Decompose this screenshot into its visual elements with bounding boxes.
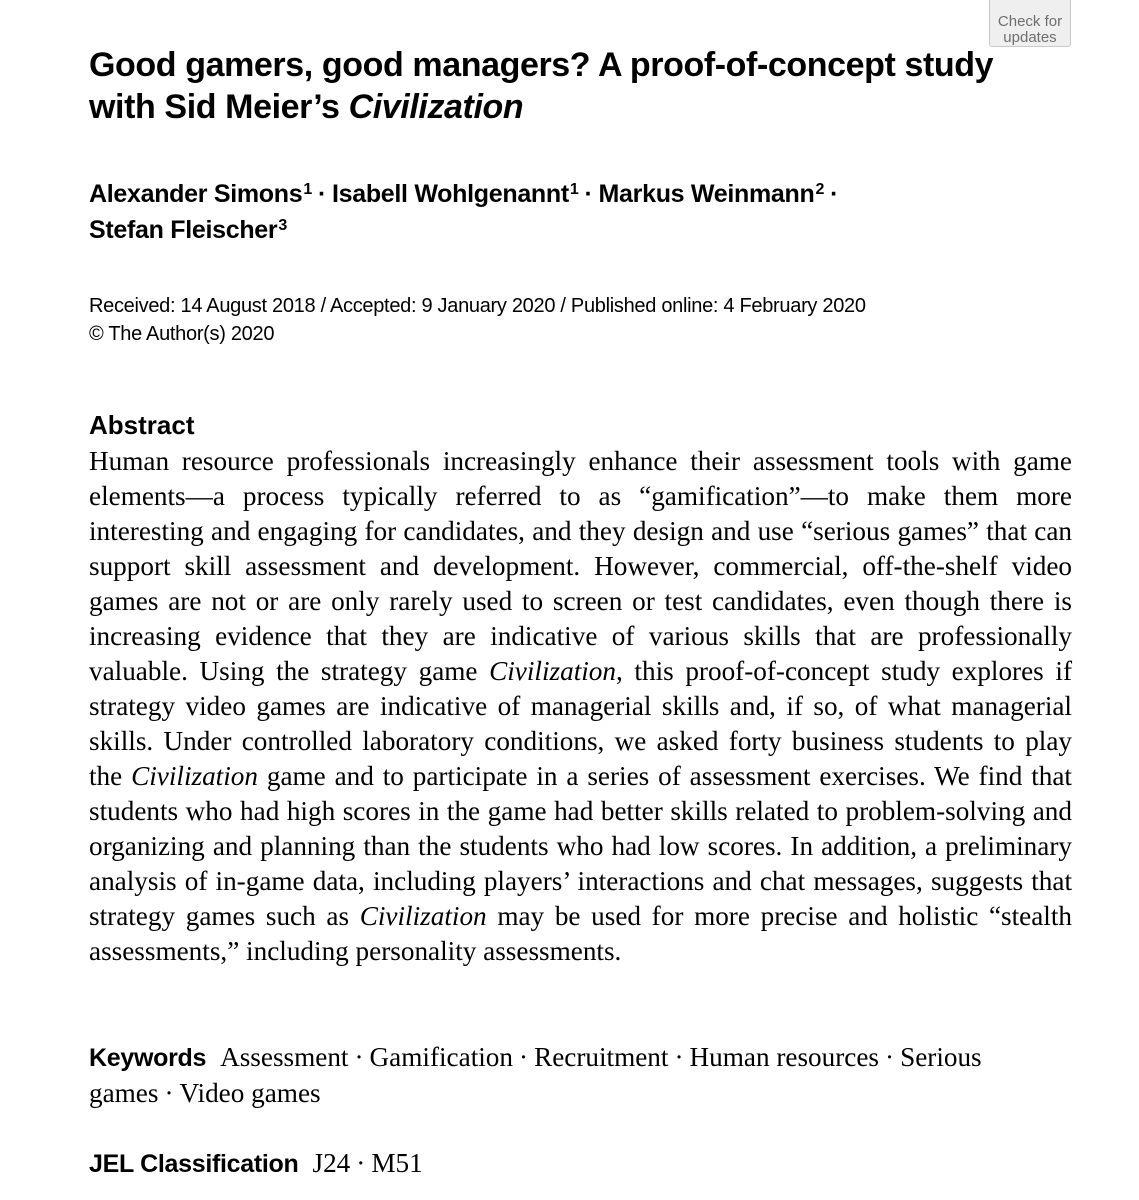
keyword: Human resources [689, 1042, 880, 1072]
author-name[interactable]: Stefan Fleischer [89, 216, 278, 244]
jel-separator: · [356, 1148, 366, 1178]
abstract-italic: Civilization [489, 656, 616, 686]
title-line-1: Good gamers, good managers? A proof-of-concept study [89, 46, 994, 84]
keyword: Gamification [369, 1042, 513, 1072]
paper-title [89, 44, 1049, 128]
author-affiliation: 2 [815, 181, 825, 198]
keyword-separator: · [885, 1042, 895, 1072]
keyword-separator: · [674, 1042, 684, 1072]
author-affiliation: 1 [303, 181, 312, 198]
author-separator: · [317, 180, 326, 208]
author-line-1 [89, 176, 1069, 212]
abstract-text: Human resource professionals increasingly enhance their assessment tools with game elements—a process typically referred to as “gamification”—to make them more interesting and engaging for candidates, and they design and use “serious games” that can support skill assessment and development. However, commercial, off-the-shelf video games are not or are only rarely used to screen or test candidates, even though there is increasing evidence that they are indicative of various skills that are professionally valuable. Using the strategy game [89, 446, 1072, 686]
keyword: Video games [179, 1078, 321, 1108]
history-dates: Received: 14 August 2018 / Accepted: 9 January 2020 / Published online: 4 February 2020 [89, 295, 866, 317]
author-name[interactable]: Markus Weinmann [598, 180, 815, 208]
abstract-italic: Civilization [359, 901, 487, 931]
keywords [89, 1040, 1072, 1111]
title-line-2 [89, 86, 1049, 128]
copyright-line: © The Author(s) 2020 [89, 323, 275, 345]
keyword: Assessment [220, 1042, 349, 1072]
check-for-updates-label [990, 14, 1070, 46]
keyword: Serious games [89, 1042, 982, 1108]
abstract-italic: Civilization [131, 761, 258, 791]
abstract-text: , this proof-of-concept study explores if strategy video games are indicative of managerial skills and, if so, of what managerial skills. Under controlled laboratory conditions, we asked forty business students to play the [89, 656, 1072, 791]
abstract-heading: Abstract [89, 410, 195, 440]
title-line-2-prefix: with Sid Meier’s [89, 88, 349, 126]
jel-classification [89, 1146, 1072, 1182]
abstract-text: may be used for more precise and holistic “stealth assessments,” including personality assessments. [89, 901, 1072, 966]
badge-line-1: Check for [997, 13, 1063, 30]
check-for-updates-badge[interactable] [989, 0, 1071, 47]
keyword-separator: · [354, 1042, 364, 1072]
author-name[interactable]: Alexander Simons [89, 180, 303, 208]
badge-line-2: updates [1003, 29, 1057, 46]
author-affiliation: 1 [569, 181, 579, 198]
title-line-2-italic: Civilization [348, 88, 524, 126]
author-line-2 [89, 212, 1069, 248]
author-separator: · [830, 180, 839, 208]
keywords-label: Keywords [89, 1044, 207, 1072]
author-separator: · [584, 180, 593, 208]
keyword: Recruitment [534, 1042, 669, 1072]
publication-history [89, 292, 1069, 348]
keyword-separator: · [164, 1078, 174, 1108]
author-name[interactable]: Isabell Wohlgenannt [331, 180, 569, 208]
jel-code: J24 [312, 1148, 351, 1178]
jel-code: M51 [371, 1148, 423, 1178]
keyword-separator: · [519, 1042, 529, 1072]
abstract-body [89, 444, 1072, 969]
abstract-text: game and to participate in a series of assessment exercises. We find that students who had high scores in the game had better skills related to problem-solving and organizing and planning than the students who had low scores. In addition, a preliminary analysis of in-game data, including players’ interactions and chat messages, suggests that strategy games such as [89, 761, 1072, 931]
jel-label: JEL Classification [89, 1150, 299, 1178]
author-affiliation: 3 [278, 217, 287, 234]
author-list [89, 176, 1069, 248]
